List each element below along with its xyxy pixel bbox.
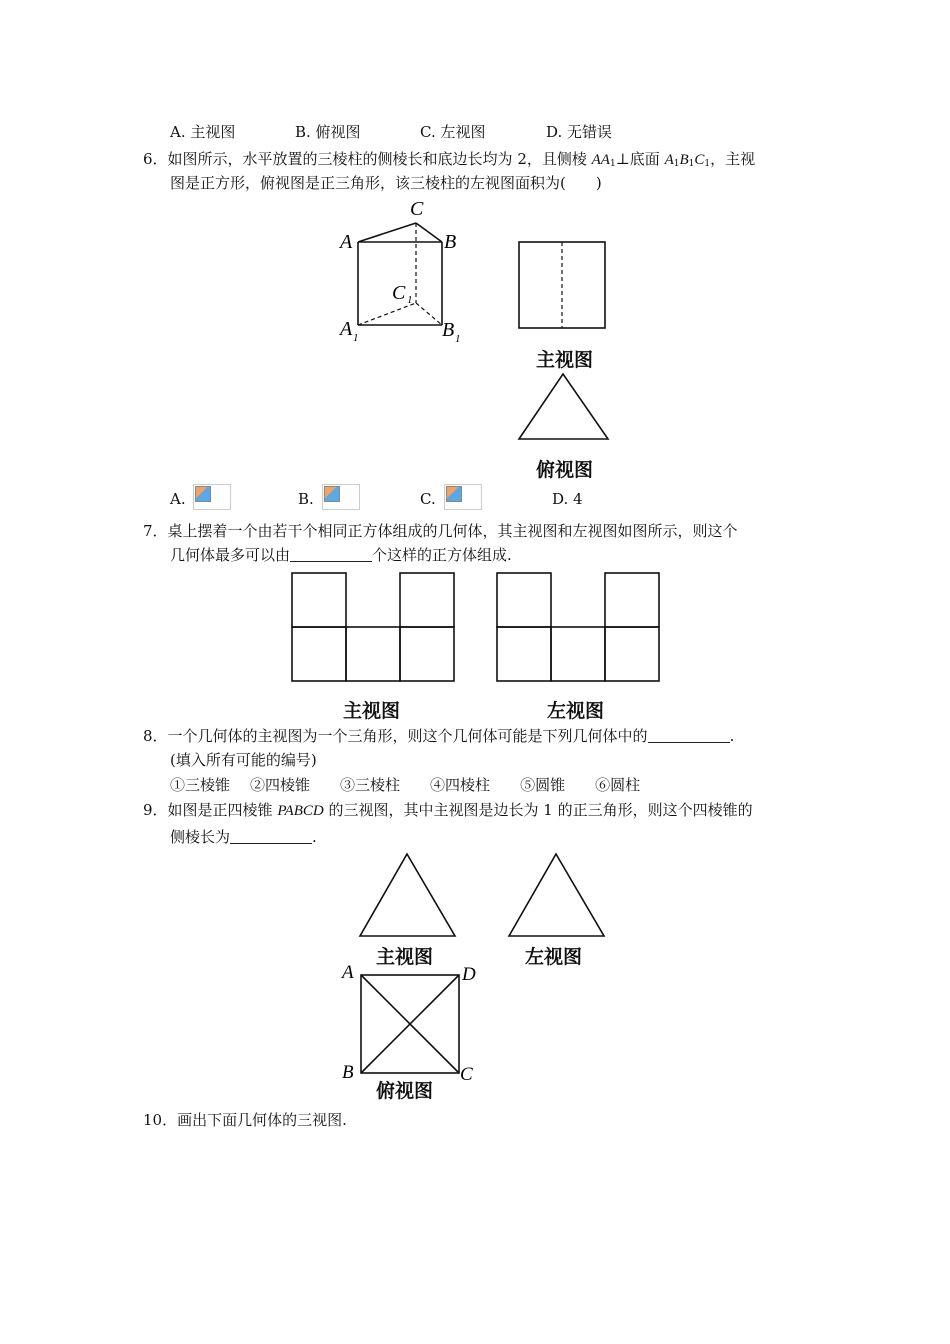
- q10-text: 画出下面几何体的三视图.: [177, 1111, 347, 1129]
- subscript: 1: [688, 159, 695, 169]
- label-b: B: [444, 231, 457, 253]
- label-c: C: [460, 1064, 473, 1085]
- q9-text: 如图是正四棱锥: [167, 801, 278, 819]
- q6-text: ⊥底面: [615, 150, 665, 168]
- q7-left-caption: 左视图: [547, 700, 605, 722]
- broken-image-icon: [444, 484, 482, 510]
- base-vertex: C: [694, 152, 705, 168]
- q8-text: 一个几何体的主视图为一个三角形，则这个几何体可能是下列几何体中的: [167, 727, 648, 745]
- q6-option-d: D. 4: [552, 490, 583, 508]
- prism-figure: [330, 195, 470, 345]
- pyramid-name: PABCD: [277, 803, 324, 819]
- q9-line2: [170, 827, 317, 847]
- subscript: 1: [673, 159, 680, 169]
- choice-item: ②四棱锥: [250, 776, 311, 794]
- label-subscript: 1: [407, 294, 413, 306]
- q6-option-a: A.: [170, 490, 186, 508]
- label-a: A: [340, 231, 353, 253]
- q8-text: .: [729, 727, 735, 745]
- q9-text: .: [312, 828, 317, 846]
- q9-text: 侧棱长为: [170, 828, 231, 846]
- label-b: B: [342, 1062, 354, 1083]
- question-number: 7．: [143, 522, 168, 540]
- q9-front-caption: 主视图: [376, 946, 434, 968]
- base-vertex: B: [679, 152, 689, 168]
- q6-option-c: C.: [420, 490, 436, 508]
- q9-left-caption: 左视图: [525, 946, 583, 968]
- q9-left-view: [505, 850, 609, 940]
- q6-front-caption: 主视图: [536, 349, 594, 371]
- q8-line2: (填入所有可能的编号): [170, 751, 317, 769]
- q5-option-c: C. 左视图: [420, 123, 486, 141]
- question-number: 6．: [143, 150, 168, 168]
- q7-text: 个这样的正方体组成.: [372, 546, 512, 564]
- choice-item: ①三棱锥: [170, 776, 231, 794]
- q7-line2: [170, 545, 512, 565]
- q7-front-caption: 主视图: [343, 700, 401, 722]
- label-c1: C: [392, 282, 406, 304]
- q7-left-view: [495, 571, 661, 683]
- q5-option-d: D. 无错误: [546, 123, 613, 141]
- choice-item: ⑥圆柱: [595, 776, 641, 794]
- q6-option-b: B.: [298, 490, 314, 508]
- q5-option-b: B. 俯视图: [295, 123, 361, 141]
- label-a1: A: [340, 318, 353, 340]
- q6-top-view: [514, 370, 614, 444]
- q9-line1: [143, 800, 753, 821]
- label-subscript: 1: [455, 333, 461, 345]
- edge-aa1: AA: [591, 152, 610, 168]
- choice-item: ⑤圆锥: [520, 776, 566, 794]
- label-b1: B: [442, 319, 455, 341]
- broken-image-icon: [193, 484, 231, 510]
- q9-front-view: [356, 850, 460, 940]
- label-subscript: 1: [353, 332, 359, 344]
- q9-top-view: [338, 960, 483, 1085]
- q6-front-view: [515, 238, 611, 332]
- q8-choices: [170, 775, 640, 795]
- choice-item: ③三棱柱: [340, 776, 401, 794]
- q8-line1: [143, 726, 734, 746]
- label-c: C: [410, 198, 424, 220]
- edge-cb: [416, 223, 442, 242]
- edge-ac: [358, 223, 416, 242]
- label-d: D: [462, 964, 476, 985]
- choice-item: ④四棱柱: [430, 776, 491, 794]
- q10-line: [143, 1110, 347, 1130]
- q6-top-caption: 俯视图: [536, 459, 594, 481]
- q7-text: 桌上摆着一个由若干个相同正方体组成的几何体，其主视图和左视图如图所示，则这个: [167, 522, 738, 540]
- q9-text: 的三视图，其中主视图是边长为 1 的正三角形，则这个四棱锥的: [323, 801, 753, 819]
- subscript: 1: [704, 159, 711, 169]
- hidden-edge-c1b1: [416, 303, 442, 325]
- base-vertex: A: [664, 152, 674, 168]
- q6-line2: 图是正方形，俯视图是正三角形，该三棱柱的左视图面积为( ): [170, 174, 602, 192]
- question-number: 10．: [143, 1111, 178, 1129]
- hidden-edge-a1c1: [358, 303, 416, 325]
- answer-blank[interactable]: [648, 728, 730, 743]
- answer-blank[interactable]: [290, 547, 372, 562]
- question-number: 8．: [143, 727, 168, 745]
- q7-text: 几何体最多可以由: [170, 546, 291, 564]
- q6-line1: [143, 149, 755, 174]
- question-number: 9．: [143, 801, 168, 819]
- broken-image-icon: [322, 484, 360, 510]
- q9-top-caption: 俯视图: [376, 1080, 434, 1102]
- answer-blank[interactable]: [230, 829, 312, 844]
- q7-front-view: [290, 571, 456, 683]
- label-a: A: [342, 962, 354, 983]
- q7-line1: [143, 521, 738, 541]
- q6-text: ，主视: [710, 150, 756, 168]
- q6-text: 如图所示，水平放置的三棱柱的侧棱长和底边长均为 2，且侧棱: [167, 150, 592, 168]
- q5-option-a: A. 主视图: [170, 123, 236, 141]
- subscript: 1: [609, 159, 616, 169]
